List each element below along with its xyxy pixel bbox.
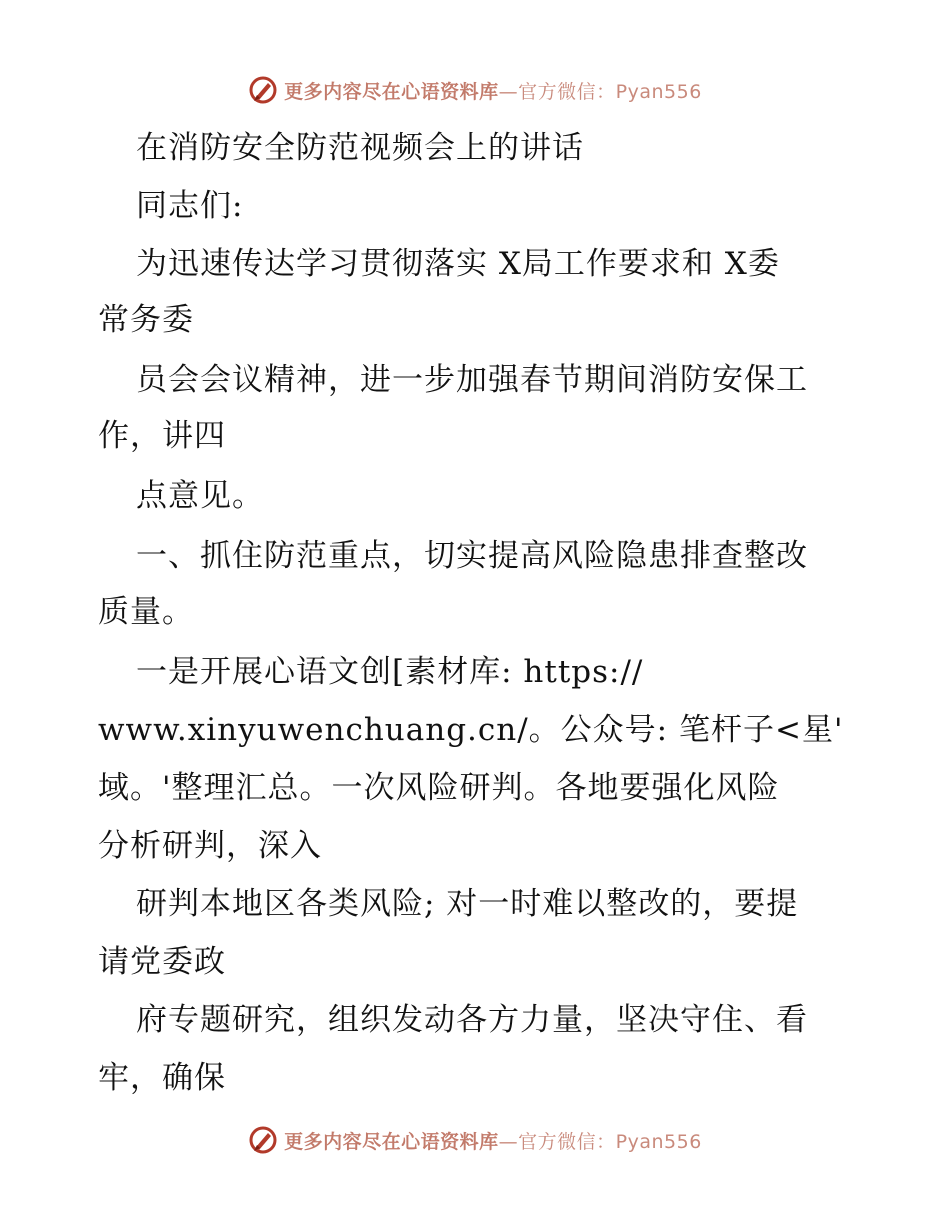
paragraph-line: 域。'整理汇总。一次风险研判。各地要强化风险 [98, 770, 780, 806]
paragraph-line: 牢，确保 [98, 1060, 226, 1096]
paragraph-line: 分析研判，深入 [98, 828, 322, 864]
section-heading-cont: 质量。 [98, 594, 194, 630]
paragraph-line: 研判本地区各类风险; 对一时难以整改的，要提 [136, 886, 799, 922]
banner-lead: 更多内容尽在心语资料库 [284, 1130, 499, 1153]
pen-logo-icon [248, 75, 278, 105]
banner-dash: — [498, 1130, 519, 1153]
paragraph-line: 点意见。 [136, 478, 264, 514]
salutation: 同志们: [136, 188, 244, 224]
header-banner [0, 72, 950, 108]
paragraph-line: 为迅速传达学习贯彻落实 X局工作要求和 X委 [136, 246, 780, 282]
paragraph-line: 一是开展心语文创[素材库: https:// [136, 654, 644, 690]
section-heading: 一、抓住防范重点，切实提高风险隐患排查整改 [136, 538, 808, 574]
paragraph-line: 请党委政 [98, 944, 226, 980]
banner-tail: 官方微信：Pyan556 [518, 80, 702, 103]
banner-lead: 更多内容尽在心语资料库 [284, 80, 499, 103]
paragraph-line: 府专题研究，组织发动各方力量，坚决守住、看 [136, 1002, 808, 1038]
paragraph-line: www.xinyuwenchuang.cn/。公众号: 笔杆子<星' [98, 712, 844, 748]
paragraph-line: 作，讲四 [98, 418, 226, 454]
banner-text [284, 1127, 702, 1154]
banner-tail: 官方微信：Pyan556 [518, 1130, 702, 1153]
paragraph-line: 常务委 [98, 302, 194, 338]
banner-text [284, 77, 702, 104]
footer-banner [0, 1122, 950, 1158]
document-title: 在消防安全防范视频会上的讲话 [136, 130, 584, 166]
paragraph-line: 员会会议精神，进一步加强春节期间消防安保工 [136, 362, 808, 398]
banner-dash: — [498, 80, 519, 103]
pen-logo-icon [248, 1125, 278, 1155]
